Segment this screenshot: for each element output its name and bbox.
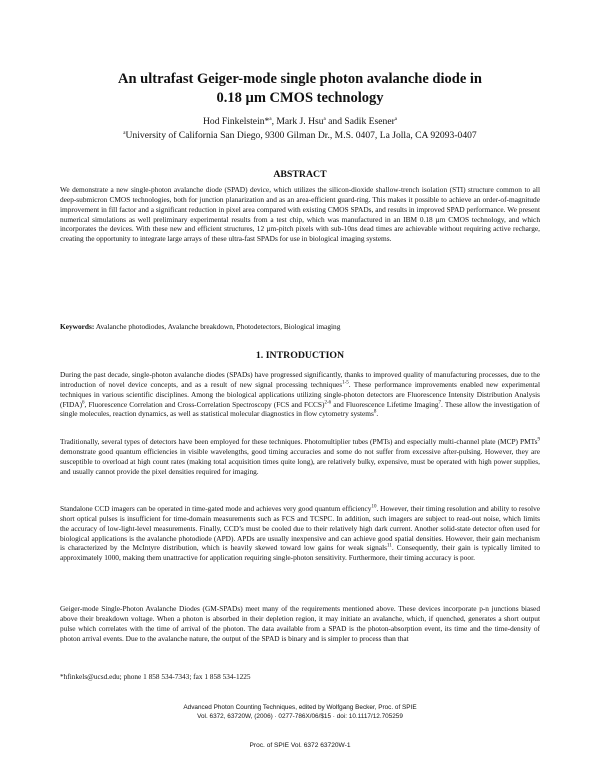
contact-footnote: *hfinkels@ucsd.edu; phone 1 858 534-7343; fax 1 858 534-1225: [60, 672, 251, 681]
author-1-affil-mark: a: [269, 116, 272, 122]
author-list: [40, 115, 560, 128]
affiliation: [40, 129, 560, 142]
publication-info: [0, 704, 600, 721]
title-line-1: An ultrafast Geiger-mode single photon avalanche diode in: [118, 71, 482, 87]
author-3-affil-mark: a: [394, 116, 398, 122]
author-2: , Mark J. Hsu: [271, 116, 324, 127]
abstract-body: We demonstrate a new single-photon avalanche diode (SPAD) device, which utilizes the silicon-dioxide shallow-trench isolation (STI) structure common to all deep-submicron CMOS technologies, both for junction planarization and as an area-efficient guard-ring. This makes it possible to achieve an order-of-magnitude improvement in fill factor and a significant reduction in pixel area compared with existing CMOS SPADs, and results in improved SPAD performance. We present numerical simulations as well preliminary experimental results from a test chip, which was manufactured in an IBM 0.18 µm CMOS technology, and which incorporates the devices. With these new and efficient structures, 12 µm-pitch pixels with sub-10ns dead times are achievable without requiring active recharge, creating the opportunity to integrate large arrays of these ultra-fast SPADs for use in biological imaging systems.: [60, 185, 540, 244]
author-2-affil-mark: a: [323, 116, 326, 122]
author-3: and Sadik Esener: [325, 116, 395, 127]
intro-heading: 1. INTRODUCTION: [255, 350, 345, 361]
keywords: [60, 322, 540, 332]
author-1: Hod Finkelstein*: [202, 116, 270, 127]
intro-paragraph-4: Geiger-mode Single-Photon Avalanche Diodes (GM-SPADs) meet many of the requirements mentioned above. These devices incorporate p-n junctions biased above their breakdown voltage. When a photon is absorbed in their depletion region, it may initiate an avalanche, which, if quenched, generates a short output pulse which correlates with the time of arrival of the photon. The data available from a SPAD is the photon-absorption event, its time and the time-density of photon arrival events. Due to the avalanche nature, the output of the SPAD is binary and is simpler to process than that: [60, 604, 540, 643]
affiliation-text: University of California San Diego, 9300 Gilman Dr., M.S. 0407, La Jolla, CA 92093-0407: [125, 130, 477, 141]
keywords-text: Avalanche photodiodes, Avalanche breakdown, Photodetectors, Biological imaging: [95, 322, 341, 331]
intro-paragraph-2: Traditionally, several types of detectors have been employed for these techniques. Photomultiplier tubes (PMTs) and especially multi-channel plate (MCP) PMTs$^9$ demonstrate good quantum efficiencies in visible wavelengths, good timing accuracies and some do not suffer from excessive after-pulsing. However, they are susceptible to overload at high count rates (making total acquisition times quite long), are relatively bulky, expensive, must be operated with high power supplies, and usually cannot provide the pixel densities required for imaging.: [60, 437, 540, 476]
publication-info-line-1: Advanced Photon Counting Techniques, edited by Wolfgang Becker, Proc. of SPIE: [183, 704, 417, 711]
publication-info-line-2: Vol. 6372, 63720W, (2006) · 0277-786X/06/$15 · doi: 10.1117/12.705259: [197, 712, 403, 720]
abstract-heading: ABSTRACT: [273, 169, 327, 180]
intro-paragraph-1: During the past decade, single-photon avalanche diodes (SPADs) have progressed significantly, thanks to improved quality of manufacturing processes, due to the introduction of novel device concepts, and as a result of new signal processing techniques$^{1-5}$. These performance improvements enabled new experimental techniques in various scientific disciplines. Among the biological applications utilizing single-photon detectors are Fluorescence Intensity Distribution Analysis (FIDA)$^6$, Fluorescence Correlation and Cross-Correlation Spectroscopy (FCS and FCCS)$^{2-6}$ and Fluorescence Lifetime Imaging$^7$. These allow the investigation of single molecules, reaction dynamics, as well as statistical molecular diagnostics in flow cytometry systems$^8$.: [60, 370, 540, 419]
paper-title: [60, 70, 540, 108]
affiliation-mark: a: [123, 130, 126, 136]
intro-paragraph-3: Standalone CCD imagers can be operated in time-gated mode and achieves very good quantum efficiency$^{10}$. However, their timing resolution and ability to resolve short optical pulses is insufficient for time-domain measurements such as FCS and TCSPC. In addition, such imagers are subject to read-out noise, which limits the accuracy of low-light-level measurements. Finally, CCD’s must be cooled due to their relatively high dark current. Another solid-state detector often used for biological applications is the avalanche photodiode (APD). APDs are usually inexpensive and can achieve good spatial densities. However, their gain mechanism is characterized by the McIntyre distribution, which is heavily skewed toward low gains for weak signals$^{11}$. Consequently, their gain is typically limited to approximately 1000, making them unattractive for application requiring single-photon sensitivity. Furthermore, their timing accuracy is poor.: [60, 504, 540, 563]
page-number: Proc. of SPIE Vol. 6372 63720W-1: [249, 742, 351, 749]
keywords-label: Keywords:: [60, 322, 95, 331]
title-line-2: 0.18 µm CMOS technology: [216, 90, 384, 106]
